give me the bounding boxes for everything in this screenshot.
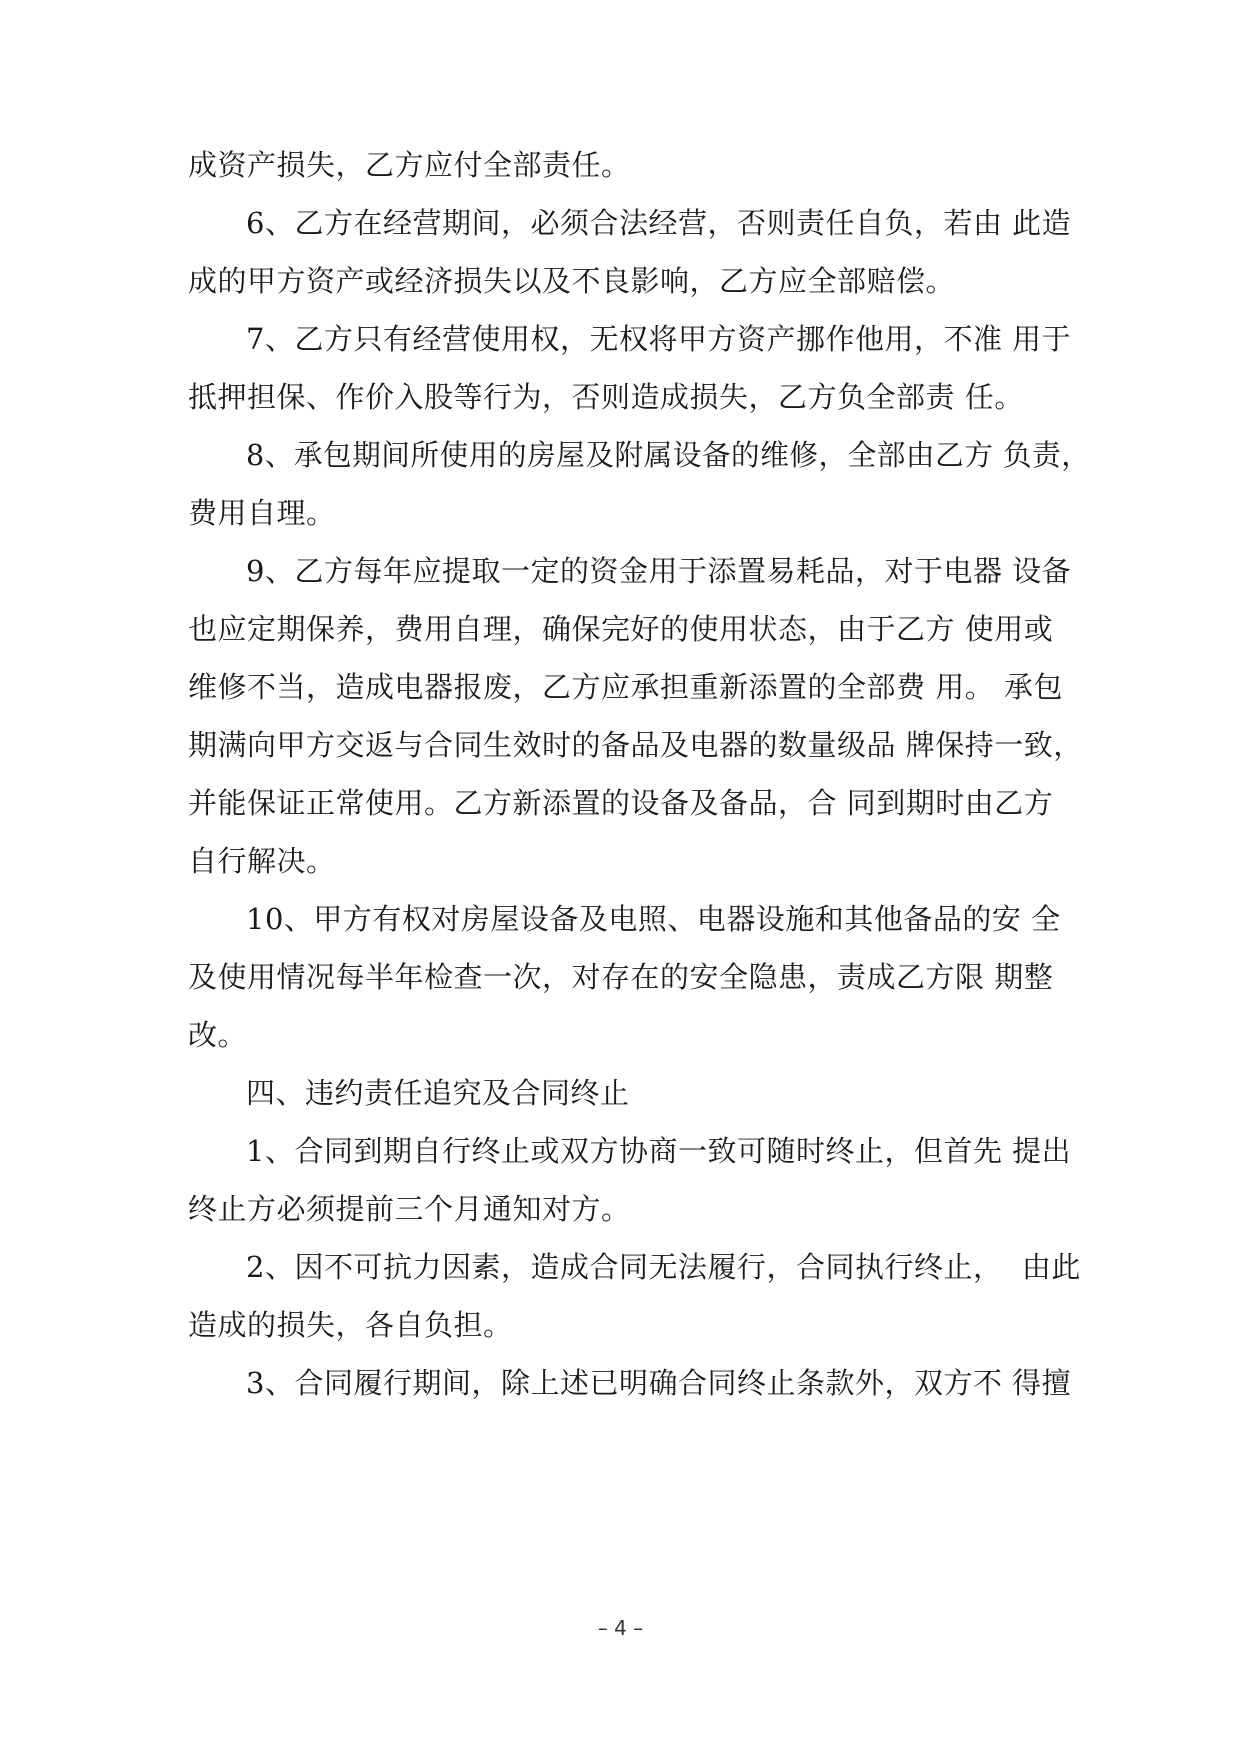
text-line: 并能保证正常使用。乙方新添置的设备及备品，合 同到期时由乙方 (188, 786, 1054, 820)
page-number: – 4 – (597, 1616, 644, 1640)
text-line: 6、乙方在经营期间，必须合法经营，否则责任自负，若由 此造 (246, 206, 1072, 240)
text-line: 抵押担保、作价入股等行为，否则造成损失，乙方负全部责 任。 (188, 380, 1024, 414)
section-heading: 四、违约责任追究及合同终止 (246, 1076, 630, 1110)
text-line: 改。 (188, 1018, 248, 1052)
text-line: 费用自理。 (188, 496, 336, 530)
text-line: 成资产损失，乙方应付全部责任。 (188, 148, 631, 182)
text-line: 维修不当，造成电器报废，乙方应承担重新添置的全部费 用。 承包 (188, 670, 1063, 704)
text-line: 也应定期保养，费用自理，确保完好的使用状态，由于乙方 使用或 (188, 612, 1054, 646)
text-line: 终止方必须提前三个月通知对方。 (188, 1192, 631, 1226)
text-line: 造成的损失，各自负担。 (188, 1308, 513, 1342)
text-line: 8、承包期间所使用的房屋及附属设备的维修，全部由乙方 负责， (246, 438, 1091, 472)
text-line: 及使用情况每半年检查一次，对存在的安全隐患，责成乙方限 期整 (188, 960, 1054, 994)
text-line: 7、乙方只有经营使用权，无权将甲方资产挪作他用，不准 用于 (246, 322, 1072, 356)
text-line: 9、乙方每年应提取一定的资金用于添置易耗品，对于电器 设备 (246, 554, 1072, 588)
text-line: 1、合同到期自行终止或双方协商一致可随时终止，但首先 提出 (246, 1134, 1072, 1168)
text-line: 3、合同履行期间，除上述已明确合同终止条款外，双方不 得擅 (246, 1366, 1072, 1400)
text-line: 自行解决。 (188, 844, 336, 878)
text-line: 期满向甲方交返与合同生效时的备品及电器的数量级品 牌保持一致， (188, 728, 1083, 762)
text-line: 成的甲方资产或经济损失以及不良影响，乙方应全部赔偿。 (188, 264, 956, 298)
text-line: 10、甲方有权对房屋设备及电照、电器设施和其他备品的安 全 (246, 902, 1061, 936)
text-line: 2、因不可抗力因素，造成合同无法履行，合同执行终止， 由此 (246, 1250, 1081, 1284)
